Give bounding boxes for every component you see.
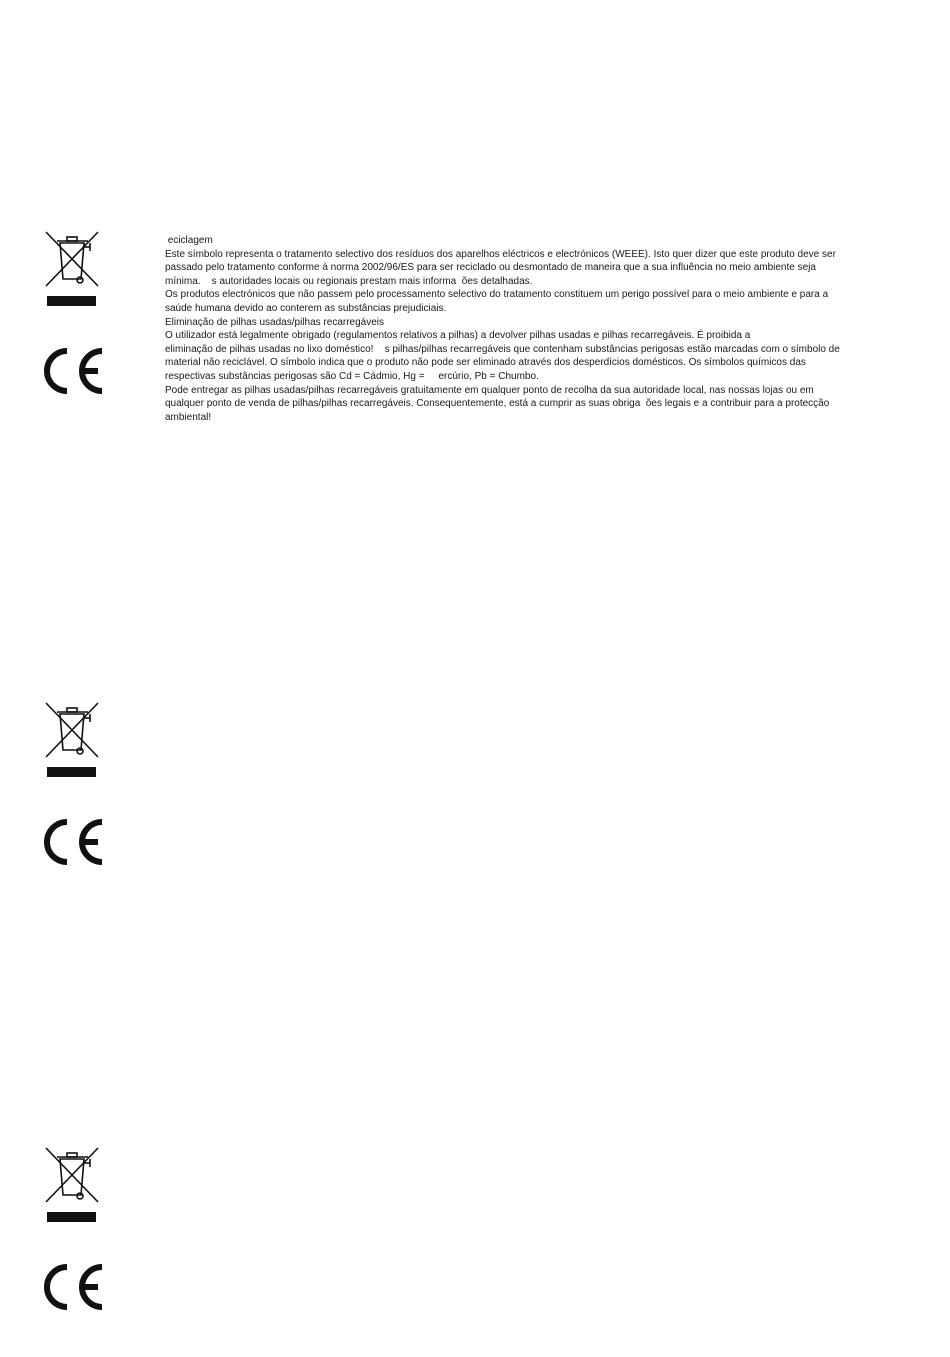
weee-underline-bar — [47, 767, 96, 777]
crossed-out-wheelie-bin-icon — [42, 1145, 102, 1205]
battery-text-line: O utilizador está legalmente obrigado (regulamentos relativos a pilhas) a devolver pilhas usadas e pilhas recarregáveis. É proibida a — [165, 330, 751, 342]
weee-text-line: passado pelo tratamento conforme à norma 2002/96/ES para ser reciclado ou desmontado de maneira que a sua influência no meio ambiente seja — [165, 262, 816, 274]
crossed-out-wheelie-bin-icon — [42, 700, 102, 760]
return-text-line: qualquer ponto de venda de pilhas/pilhas recarregáveis. Consequentemente, está a cumprir as suas obriga ões legais e a contribuir para a protecção — [165, 398, 830, 410]
weee-text-line: saúde humana devido ao conterem as substâncias prejudiciais. — [165, 302, 447, 314]
weee-underline-bar — [47, 1212, 96, 1222]
battery-heading: Eliminação de pilhas usadas/pilhas recarregáveis — [165, 316, 385, 328]
battery-text-line: material não reciclável. O símbolo indica que o produto não pode ser eliminado através dos desperdícios domésticos. Os símbolos químicos das — [165, 357, 806, 369]
symbol-group-1 — [38, 229, 108, 399]
return-text-line: ambiental! — [165, 411, 212, 423]
ce-mark-icon — [38, 346, 108, 396]
recycling-heading: eciclagem — [165, 235, 213, 246]
weee-underline-bar — [47, 296, 96, 306]
return-text-line: Pode entregar as pilhas usadas/pilhas recarregáveis gratuitamente em qualquer ponto de recolha da sua autoridade local, nas nossas lojas ou em — [165, 384, 814, 396]
battery-text-line: respectivas substâncias perigosas são Cd = Cádmio, Hg = ercúrio, Pb = Chumbo. — [165, 370, 539, 382]
battery-text-line: eliminação de pilhas usadas no lixo doméstico! s pilhas/pilhas recarregáveis que contenham substâncias perigosas estão marcadas com o símbolo de — [165, 343, 840, 355]
symbol-group-2 — [38, 700, 108, 870]
weee-text-line: mínima. s autoridades locais ou regionais prestam mais informa ões detalhadas. — [165, 275, 533, 287]
symbol-group-3 — [38, 1145, 108, 1315]
weee-text-line: Os produtos electrónicos que não passem pelo processamento selectivo do tratamento constituem um perigo possível para o meio ambiente e para a — [165, 289, 829, 301]
weee-text-line: Este símbolo representa o tratamento selectivo dos resíduos dos aparelhos eléctricos e electrónicos (WEEE). Isto quer dizer que este produto deve ser — [165, 248, 836, 260]
ce-mark-icon — [38, 1262, 108, 1312]
ce-mark-icon — [38, 817, 108, 867]
recycling-notice — [165, 234, 890, 424]
crossed-out-wheelie-bin-icon — [42, 229, 102, 289]
